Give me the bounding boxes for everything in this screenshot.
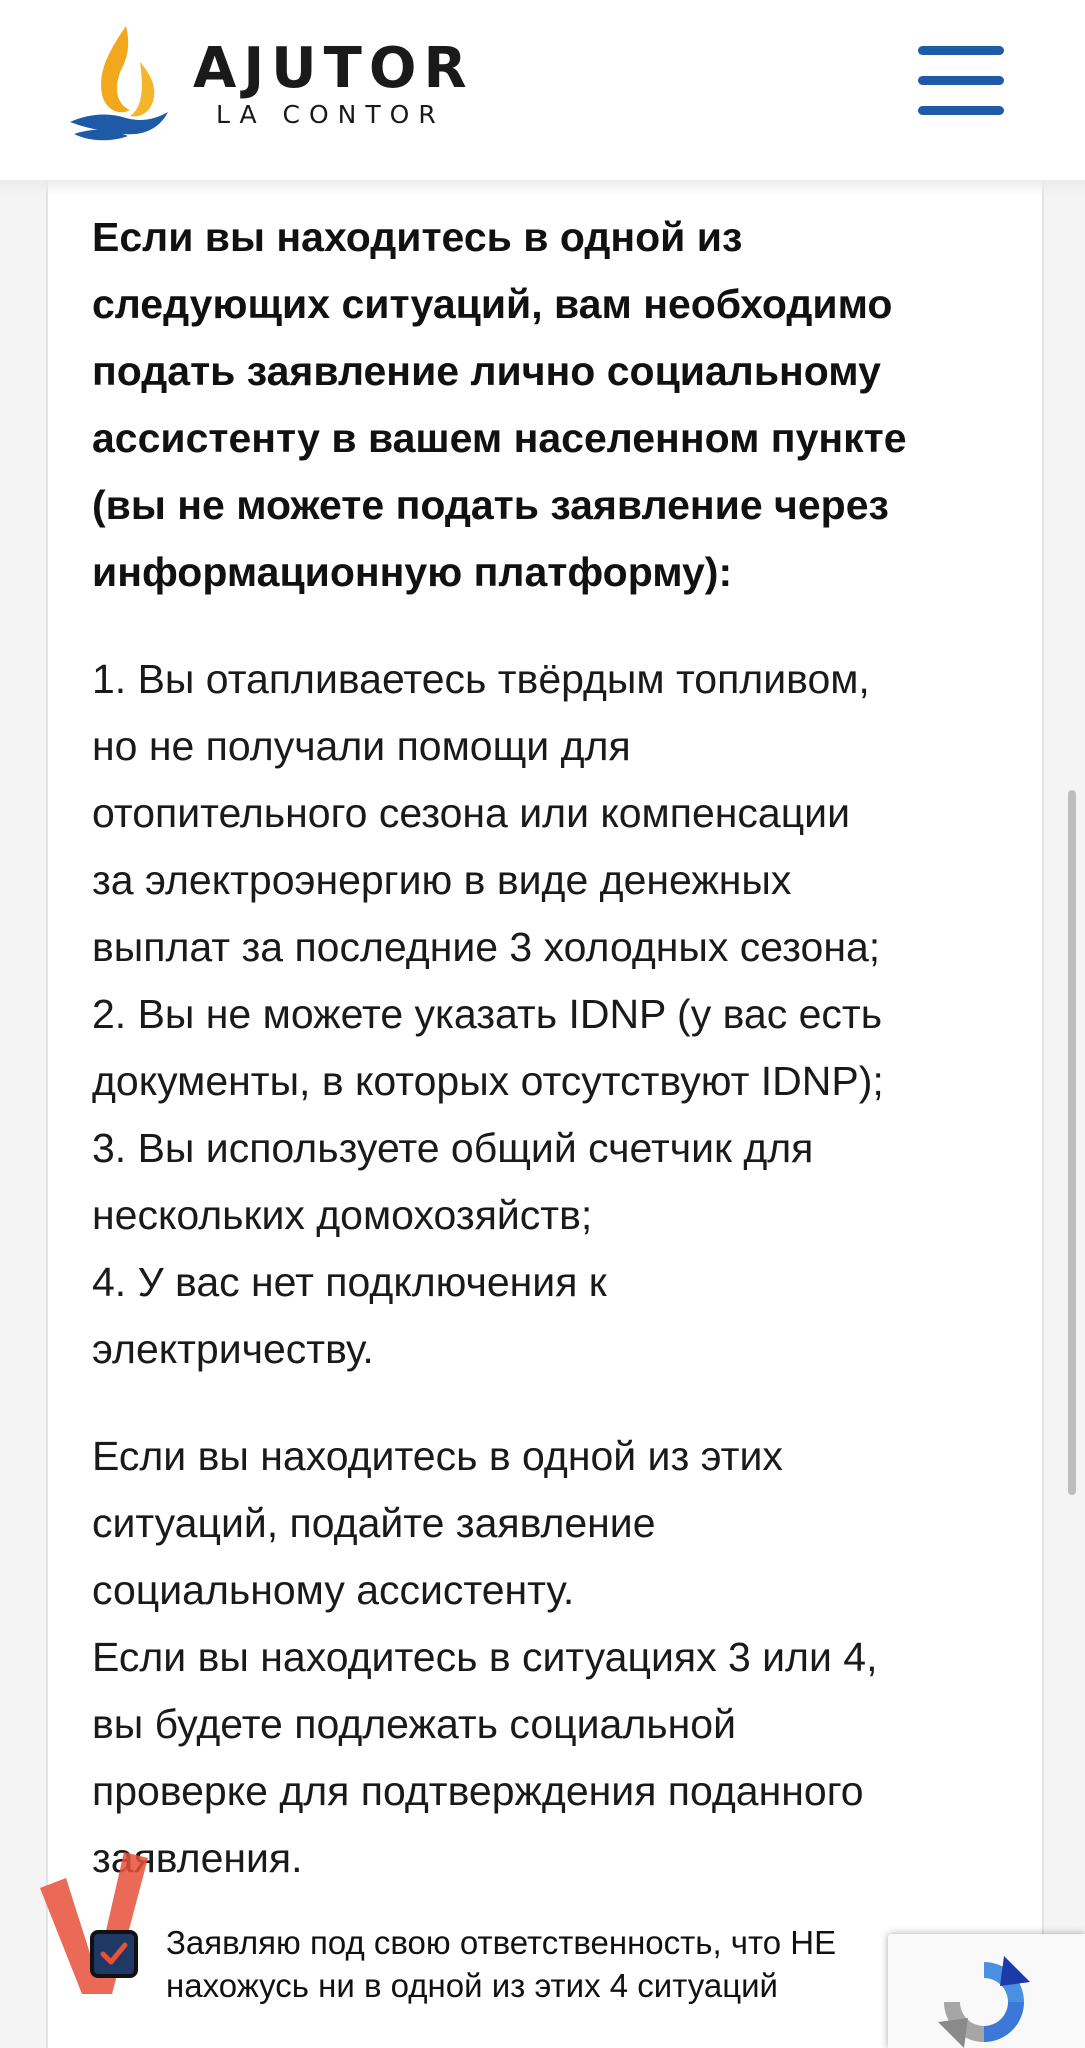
list-line: 3. Вы используете общий счетчик для (92, 1125, 814, 1171)
lead-line: следующих ситуаций, вам необходимо (92, 281, 893, 327)
list-line: электричеству. (92, 1326, 374, 1372)
list-line: отопительного сезона или компенсации (92, 790, 850, 836)
brand-subtitle: LA CONTOR (216, 100, 445, 129)
site-header (0, 0, 1085, 180)
lead-line: информационную платформу): (92, 549, 733, 595)
para-line: Если вы находитесь в ситуациях 3 или 4, (92, 1634, 878, 1680)
para-line: заявления. (92, 1835, 303, 1881)
checkmark-icon (98, 1938, 130, 1970)
recaptcha-logo-icon (934, 1954, 1034, 2048)
brand-title: AJUTOR (193, 36, 474, 101)
instructions-paragraph (92, 1423, 1012, 1892)
para-line: Если вы находитесь в одной из этих (92, 1433, 783, 1479)
list-line: но не получали помощи для (92, 723, 631, 769)
consent-line: нахожусь ни в одной из этих 4 ситуаций (166, 1967, 778, 2004)
para-line: ситуаций, подайте заявление (92, 1500, 656, 1546)
list-line: 2. Вы не можете указать IDNP (у вас есть (92, 991, 883, 1037)
list-line: документы, в которых отсутствуют IDNP); (92, 1058, 884, 1104)
consent-checkbox[interactable] (90, 1930, 138, 1978)
para-line: вы будете подлежать социальной (92, 1701, 736, 1747)
lead-heading (92, 204, 992, 606)
recaptcha-badge[interactable] (888, 1934, 1085, 2048)
list-line: 4. У вас нет подключения к (92, 1259, 607, 1305)
para-line: проверке для подтверждения поданного (92, 1768, 864, 1814)
consent-label[interactable] (166, 1921, 886, 2007)
list-line: нескольких домохозяйств; (92, 1192, 593, 1238)
header-shadow (0, 180, 1085, 196)
situations-list (92, 646, 1012, 1383)
lead-line: (вы не можете подать заявление через (92, 482, 889, 528)
list-line: выплат за последние 3 холодных сезона; (92, 924, 881, 970)
consent-line: Заявляю под свою ответственность, что НЕ (166, 1924, 837, 1961)
list-line: за электроэнергию в виде денежных (92, 857, 792, 903)
list-line: 1. Вы отапливаетесь твёрдым топливом, (92, 656, 870, 702)
para-line: социальному ассистенту. (92, 1567, 575, 1613)
menu-bar (918, 76, 1004, 85)
lead-line: ассистенту в вашем населенном пункте (92, 415, 907, 461)
lead-line: Если вы находитесь в одной из (92, 214, 743, 260)
hamburger-menu-icon[interactable] (918, 46, 1004, 116)
menu-bar (918, 46, 1004, 55)
page-scrollbar[interactable] (1068, 790, 1076, 1495)
flame-hand-logo[interactable] (68, 24, 178, 144)
menu-bar (918, 106, 1004, 115)
lead-line: подать заявление лично социальному (92, 348, 881, 394)
